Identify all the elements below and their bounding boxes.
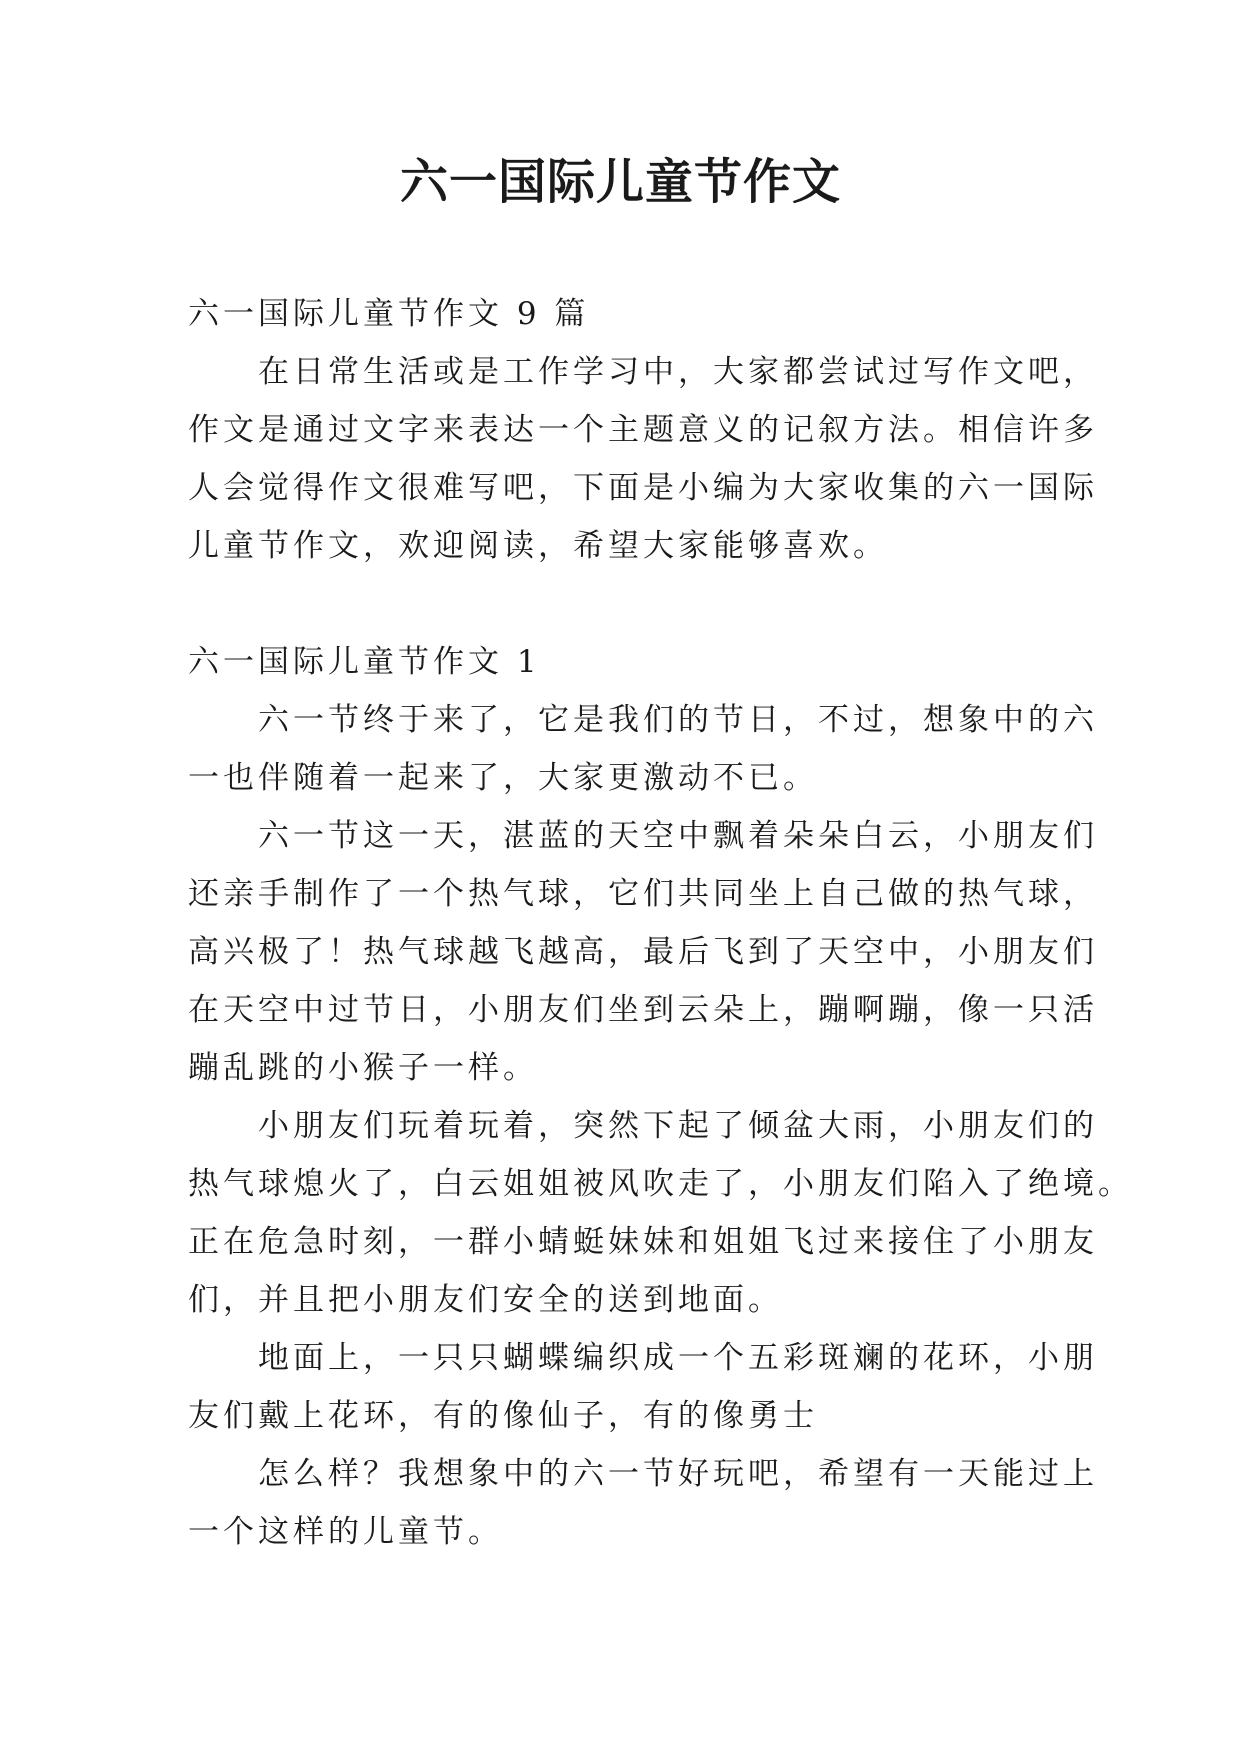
text-line: 正在危急时刻，一群小蜻蜓妹妹和姐姐飞过来接住了小朋友 bbox=[188, 1224, 1098, 1260]
text-line: 在日常生活或是工作学习中，大家都尝试过写作文吧， bbox=[258, 354, 1098, 390]
text-line: 小朋友们玩着玩着，突然下起了倾盆大雨，小朋友们的 bbox=[258, 1108, 1098, 1144]
text-line: 在天空中过节日，小朋友们坐到云朵上，蹦啊蹦，像一只活 bbox=[188, 992, 1098, 1028]
text-line: 热气球熄火了，白云姐姐被风吹走了，小朋友们陷入了绝境。 bbox=[188, 1166, 1133, 1202]
text-line: 六一国际儿童节作文 1 bbox=[188, 644, 541, 680]
page-title: 六一国际儿童节作文 bbox=[399, 154, 841, 210]
text-line: 们，并且把小朋友们安全的送到地面。 bbox=[188, 1282, 783, 1318]
text-line: 一也伴随着一起来了，大家更激动不已。 bbox=[188, 760, 818, 796]
text-line: 六一节这一天，湛蓝的天空中飘着朵朵白云，小朋友们 bbox=[258, 818, 1098, 854]
text-line: 地面上，一只只蝴蝶编织成一个五彩斑斓的花环，小朋 bbox=[258, 1340, 1098, 1376]
text-line: 儿童节作文，欢迎阅读，希望大家能够喜欢。 bbox=[188, 528, 888, 564]
text-line: 友们戴上花环，有的像仙子，有的像勇士 bbox=[188, 1398, 818, 1434]
text-line: 高兴极了！热气球越飞越高，最后飞到了天空中，小朋友们 bbox=[188, 934, 1098, 970]
blank-line bbox=[188, 575, 1068, 633]
text-line: 六一节终于来了，它是我们的节日，不过，想象中的六 bbox=[258, 702, 1098, 738]
text-line: 人会觉得作文很难写吧，下面是小编为大家收集的六一国际 bbox=[188, 470, 1098, 506]
text-line: 还亲手制作了一个热气球，它们共同坐上自己做的热气球， bbox=[188, 876, 1098, 912]
text-line: 作文是通过文字来表达一个主题意义的记叙方法。相信许多 bbox=[188, 412, 1098, 448]
document-body bbox=[188, 285, 1133, 1561]
text-line: 蹦乱跳的小猴子一样。 bbox=[188, 1050, 538, 1086]
text-line: 一个这样的儿童节。 bbox=[188, 1514, 503, 1550]
text-line: 六一国际儿童节作文 9 篇 bbox=[188, 296, 590, 332]
text-line: 怎么样？我想象中的六一节好玩吧，希望有一天能过上 bbox=[258, 1456, 1098, 1492]
